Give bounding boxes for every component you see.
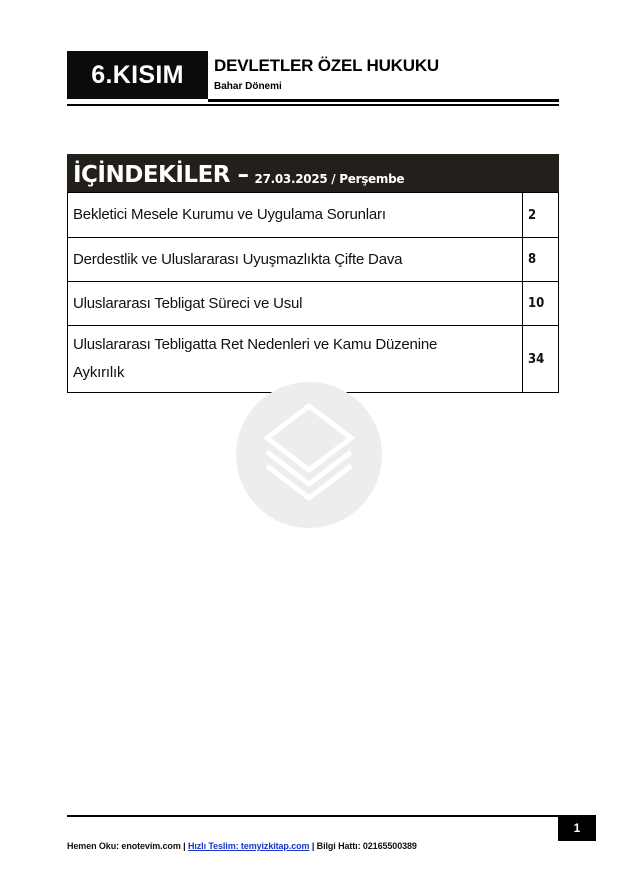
- header-rule-bottom: [67, 104, 559, 106]
- footer-hotline: Bilgi Hattı: 02165500389: [316, 841, 417, 851]
- toc-row-page: 10: [523, 282, 559, 326]
- toc-date: 27.03.2025 / Perşembe: [254, 172, 405, 186]
- toc-heading: İÇİNDEKİLER –: [73, 162, 249, 188]
- toc-row-page: 8: [523, 238, 559, 282]
- footer-delivery-link[interactable]: Hızlı Teslim: temyizkitap.com: [187, 841, 310, 851]
- footer-separator: |: [311, 841, 315, 851]
- stacked-layers-icon: [236, 382, 382, 528]
- toc-heading-bar: [67, 154, 559, 192]
- footer-text: [67, 841, 417, 851]
- table-of-contents: [67, 154, 559, 393]
- header-rule-top: [208, 99, 559, 102]
- term-label: Bahar Dönemi: [214, 81, 282, 92]
- footer-read-label: Hemen Oku: enotevim.com: [67, 841, 181, 851]
- toc-row[interactable]: [68, 282, 559, 326]
- page-number: 1: [558, 815, 596, 841]
- toc-row-title: Uluslararası Tebligatta Ret Nedenleri ve Kamu Düzenine Aykırılık: [68, 326, 523, 393]
- toc-row-page: 34: [523, 326, 559, 393]
- toc-row-title: Bekletici Mesele Kurumu ve Uygulama Sorunları: [68, 193, 523, 238]
- toc-row[interactable]: [68, 238, 559, 282]
- part-label: 6.KISIM: [67, 51, 208, 99]
- footer-separator: |: [183, 841, 186, 851]
- toc-row-title: Uluslararası Tebligat Süreci ve Usul: [68, 282, 523, 326]
- toc-row-title: Derdestlik ve Uluslararası Uyuşmazlıkta Çifte Dava: [68, 238, 523, 282]
- toc-row[interactable]: [68, 193, 559, 238]
- footer-rule: [67, 815, 558, 817]
- toc-row-page: 2: [523, 193, 559, 238]
- course-title: DEVLETLER ÖZEL HUKUKU: [214, 56, 439, 75]
- toc-table: [67, 192, 559, 393]
